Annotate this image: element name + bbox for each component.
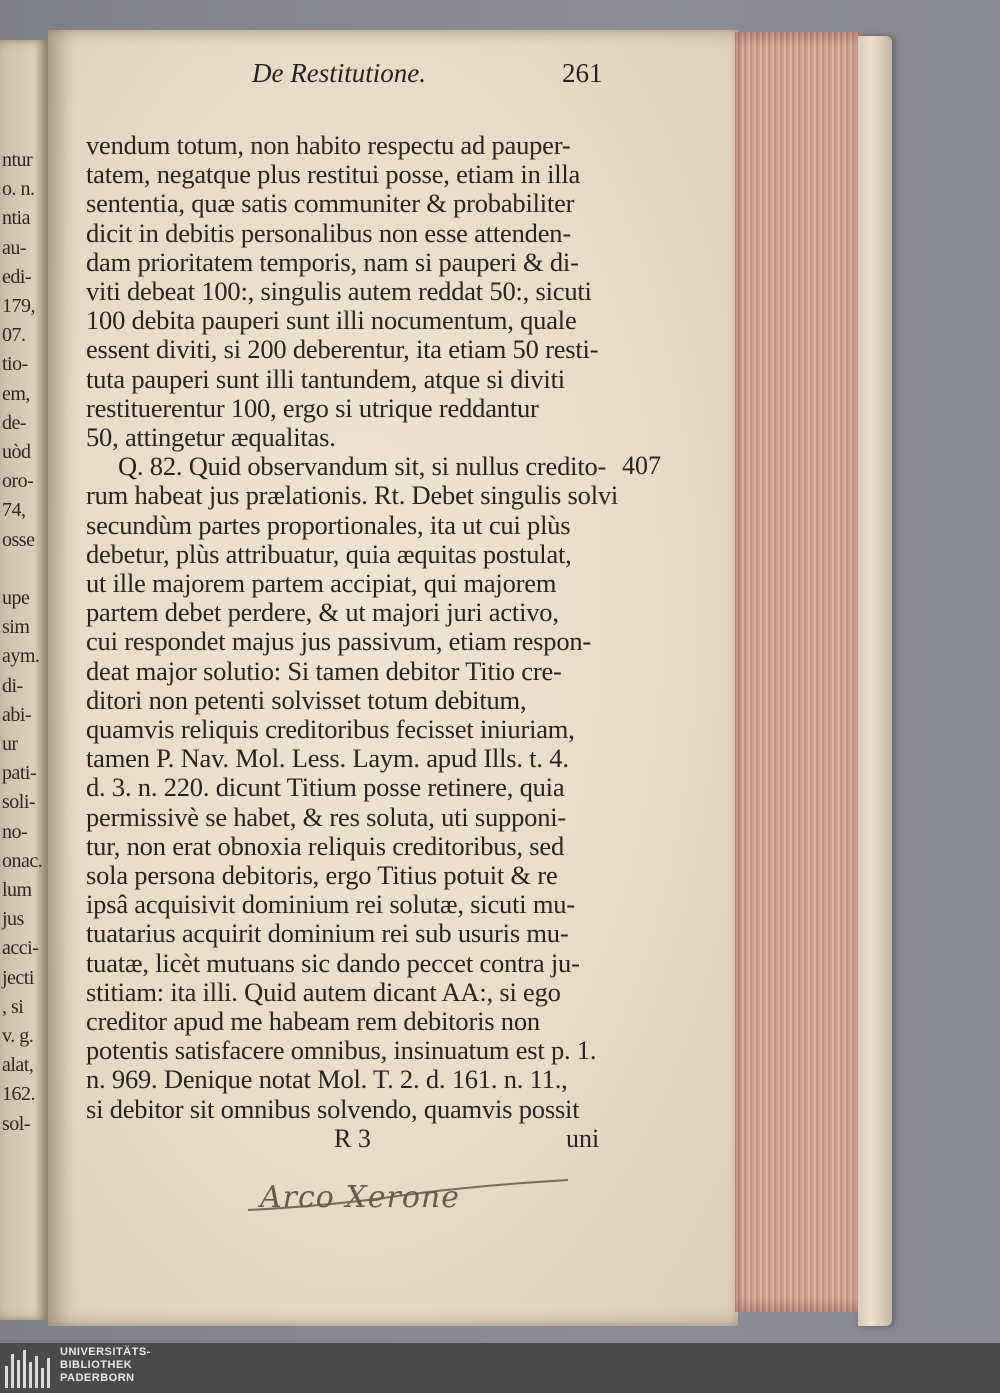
left-page-fragment: abi- (2, 703, 32, 726)
text-line: stitiam: ita illi. Quid autem dicant AA:, si ego (86, 976, 561, 1007)
page-number: 261 (562, 58, 603, 88)
left-page-fragment: uòd (2, 441, 31, 463)
left-page-fragment: 74, (2, 499, 26, 522)
text-line: sola persona debitoris, ergo Titius potuit & re (86, 860, 558, 890)
left-page-fragment: ntia (2, 207, 30, 230)
left-page-fragment: pati- (2, 762, 37, 785)
left-page-fragment: de- (2, 411, 27, 434)
left-page-fragment: sol- (2, 1112, 30, 1135)
text-line: tamen P. Nav. Mol. Less. Laym. apud Ills. t. 4. (86, 743, 569, 774)
text-line: tatem, negatque plus restitui posse, etiam in illa (86, 159, 581, 190)
text-line: secundùm partes proportionales, ita ut cui plùs (86, 509, 571, 540)
left-page-fragment: oro- (2, 470, 34, 493)
text-line: ut ille majorem partem accipiat, qui majorem (86, 568, 557, 598)
text-line: potentis satisfacere omnibus, insinuatum est p. 1. (86, 1035, 597, 1066)
text-line: n. 969. Denique notat Mol. T. 2. d. 161. n. 11., (86, 1064, 568, 1095)
text-line: tuta pauperi sunt illi tantundem, atque si diviti (86, 363, 565, 394)
book-cover (858, 36, 892, 1326)
text-line: 100 debita pauperi sunt illi nocumentum, quale (86, 305, 577, 336)
text-line: rum habeat jus prælationis. Rt. Debet singulis solvi (86, 480, 619, 511)
left-page-fragment: au- (2, 236, 27, 259)
text-line: d. 3. n. 220. dicunt Titium posse retinere, quia (86, 772, 565, 803)
text-line: quamvis reliquis creditoribus fecisset iniuriam, (86, 714, 575, 744)
left-page-fragment: osse (2, 528, 35, 551)
left-page-fragment: 179, (2, 295, 35, 317)
text-line: dam prioritatem temporis, nam si pauperi & di- (86, 246, 579, 277)
text-line: 50, attingetur æqualitas. (86, 422, 336, 452)
left-page-fragment: alat, (2, 1054, 34, 1077)
left-page-fragment: acci- (2, 937, 39, 960)
left-page-fragment: no- (2, 820, 28, 843)
handwritten-annotation (238, 1166, 578, 1230)
running-head (206, 58, 706, 98)
handwritten-note: Arco Xerone (260, 1180, 460, 1215)
running-head-title: De Restitutione. (252, 58, 426, 88)
text-line: cui respondet majus jus passivum, etiam respon- (86, 626, 592, 657)
text-line: tuatarius acquirit dominium rei sub usuris mu- (86, 918, 569, 949)
library-footer (0, 1343, 1000, 1393)
left-page-fragment: jus (2, 908, 24, 931)
library-logo-icon (5, 1348, 51, 1388)
page-edges (735, 32, 863, 1312)
library-name-line: PADERBORN (60, 1372, 135, 1384)
left-page-fragment: 162. (2, 1083, 35, 1106)
text-line: tur, non erat obnoxia reliquis creditoribus, sed (86, 830, 564, 861)
left-page-fragment: soli- (2, 791, 36, 814)
left-page-fragment: ur (2, 733, 18, 755)
text-line: si debitor sit omnibus solvendo, quamvis possit (86, 1093, 580, 1124)
text-line: permissivè se habet, & res soluta, uti supponi- (86, 801, 567, 832)
library-name (60, 1346, 151, 1385)
left-page-fragment: upe (2, 587, 30, 609)
text-line: Q. 82. Quid observandum sit, si nullus credito- (118, 451, 607, 482)
left-page-fragment: em, (2, 382, 30, 405)
left-page-fragment: edi- (2, 265, 32, 288)
text-line: ditori non petenti solvisset totum debitum, (86, 684, 527, 715)
text-line: ipsâ acquisivit dominium rei solutæ, sicuti mu- (86, 889, 575, 920)
library-name-line: BIBLIOTHEK (60, 1359, 133, 1371)
text-line: vendum totum, non habito respectu ad pauper- (86, 130, 571, 160)
text-line: restituerentur 100, ergo si utrique reddantur (86, 392, 539, 423)
signature-mark: R 3 (334, 1124, 371, 1153)
text-line: viti debeat 100:, singulis autem reddat 50:, sicuti (86, 276, 592, 306)
left-page-sliver (0, 40, 48, 1320)
text-line: dicit in debitis personalibus non esse attenden- (86, 217, 571, 248)
margin-number: 407 (622, 451, 661, 480)
left-page-fragment: sim (2, 616, 30, 639)
left-page-fragment: lum (2, 879, 32, 901)
catchword: uni (566, 1124, 600, 1153)
left-page-fragment: onac. (2, 849, 43, 872)
text-line: creditor apud me habeam rem debitoris non (86, 1006, 540, 1036)
left-page-fragment: o. n. (2, 178, 35, 201)
text-line: essent diviti, si 200 deberentur, ita etiam 50 resti- (86, 334, 599, 365)
left-page-fragment: di- (2, 674, 23, 697)
left-page-fragment: v. g. (2, 1025, 34, 1047)
text-line: deat major solutio: Si tamen debitor Titio cre- (86, 655, 562, 686)
text-line: partem debet perdere, & ut majori juri activo, (86, 597, 559, 628)
text-line: sententia, quæ satis communiter & probabiliter (86, 188, 575, 219)
left-page-fragment: 07. (2, 324, 26, 347)
text-line: tuatæ, licèt mutuans sic dando peccet contra ju- (86, 947, 580, 978)
text-line: debetur, plùs attribuatur, quia æquitas postulat, (86, 538, 572, 569)
left-page-fragment: , si (2, 995, 24, 1018)
library-name-line: UNIVERSITÄTS- (60, 1346, 151, 1358)
left-page-fragment: tio- (2, 353, 28, 376)
left-page-fragment: ntur (2, 149, 33, 171)
left-page-fragment: jecti (2, 966, 34, 989)
left-page-fragment: aym. (2, 645, 40, 668)
